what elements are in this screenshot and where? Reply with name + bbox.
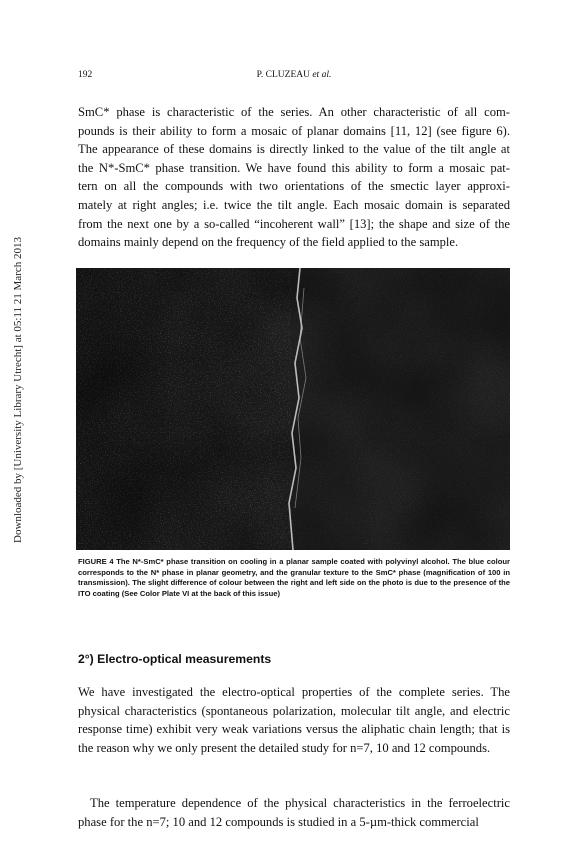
- running-head-authors: P. CLUZEAU: [256, 70, 310, 80]
- paragraph-3-text: The temperature dependence of the physical characteristics in the ferroelectric phase for the n=7; 10 and 12 compounds is studied in a 5-µm-thick commercial: [78, 796, 510, 829]
- download-watermark: Downloaded by [University Library Utrecht] at 05:11 21 March 2013: [12, 237, 24, 543]
- paragraph-3: [78, 794, 510, 831]
- paragraph-1-line: SmC* phase is characteristic of the series. An other characteristic of all com-: [78, 105, 510, 119]
- paragraph-1-line: mately at right angles; i.e. twice the tilt angle. Each mosaic domain is separated: [78, 197, 510, 212]
- paragraph-1-line: The appearance of these domains is directly linked to the value of the tilt angle at: [78, 142, 510, 157]
- paragraph-1-line: from the next one by a so-called “incoherent wall” [13]; the shape and size of the: [78, 216, 510, 231]
- paragraph-1-line: pounds is their ability to form a mosaic of planar domains [11, 12] (see figure 6).: [78, 123, 510, 138]
- figure-caption: FIGURE 4 The N*-SmC* phase transition on cooling in a planar sample coated with polyvinyl alcohol. The blue colour corresponds to the N* phase in planar geometry, and the granular texture to the SmC* phase (magnification of 100 in transmission). The slight difference of colour between the right and left side on the photo is due to the presence of the ITO coating (See Color Plate VI at the back of this issue): [78, 557, 510, 598]
- paragraph-2: [78, 683, 510, 757]
- running-head: [78, 70, 510, 80]
- paragraph-1-line: domains mainly depend on the frequency of the field applied to the sample.: [78, 235, 459, 250]
- paragraph-1: [78, 103, 510, 252]
- paragraph-2-text: We have investigated the electro-optical properties of the complete series. The physical characteristics (spontaneous polarization, molecular tilt angle, and electric response time) exhibit very weak variations versus the aliphatic chain length; that is the reason why we only present the detailed study for n=7, 10 and 12 compounds.: [78, 685, 510, 755]
- figure-4-micrograph: [76, 268, 510, 550]
- section-heading: 2°) Electro-optical measurements: [78, 652, 272, 666]
- micrograph-image: [76, 268, 510, 550]
- running-head-etal: et al.: [312, 70, 332, 80]
- paragraph-1-line: tern on all the compounds with two orientations of the smectic layer approxi-: [78, 179, 510, 194]
- page-number: 192: [78, 70, 93, 80]
- paragraph-1-line: the N*-SmC* phase transition. We have found this ability to form a mosaic pat-: [78, 160, 510, 175]
- page-header: [78, 70, 510, 84]
